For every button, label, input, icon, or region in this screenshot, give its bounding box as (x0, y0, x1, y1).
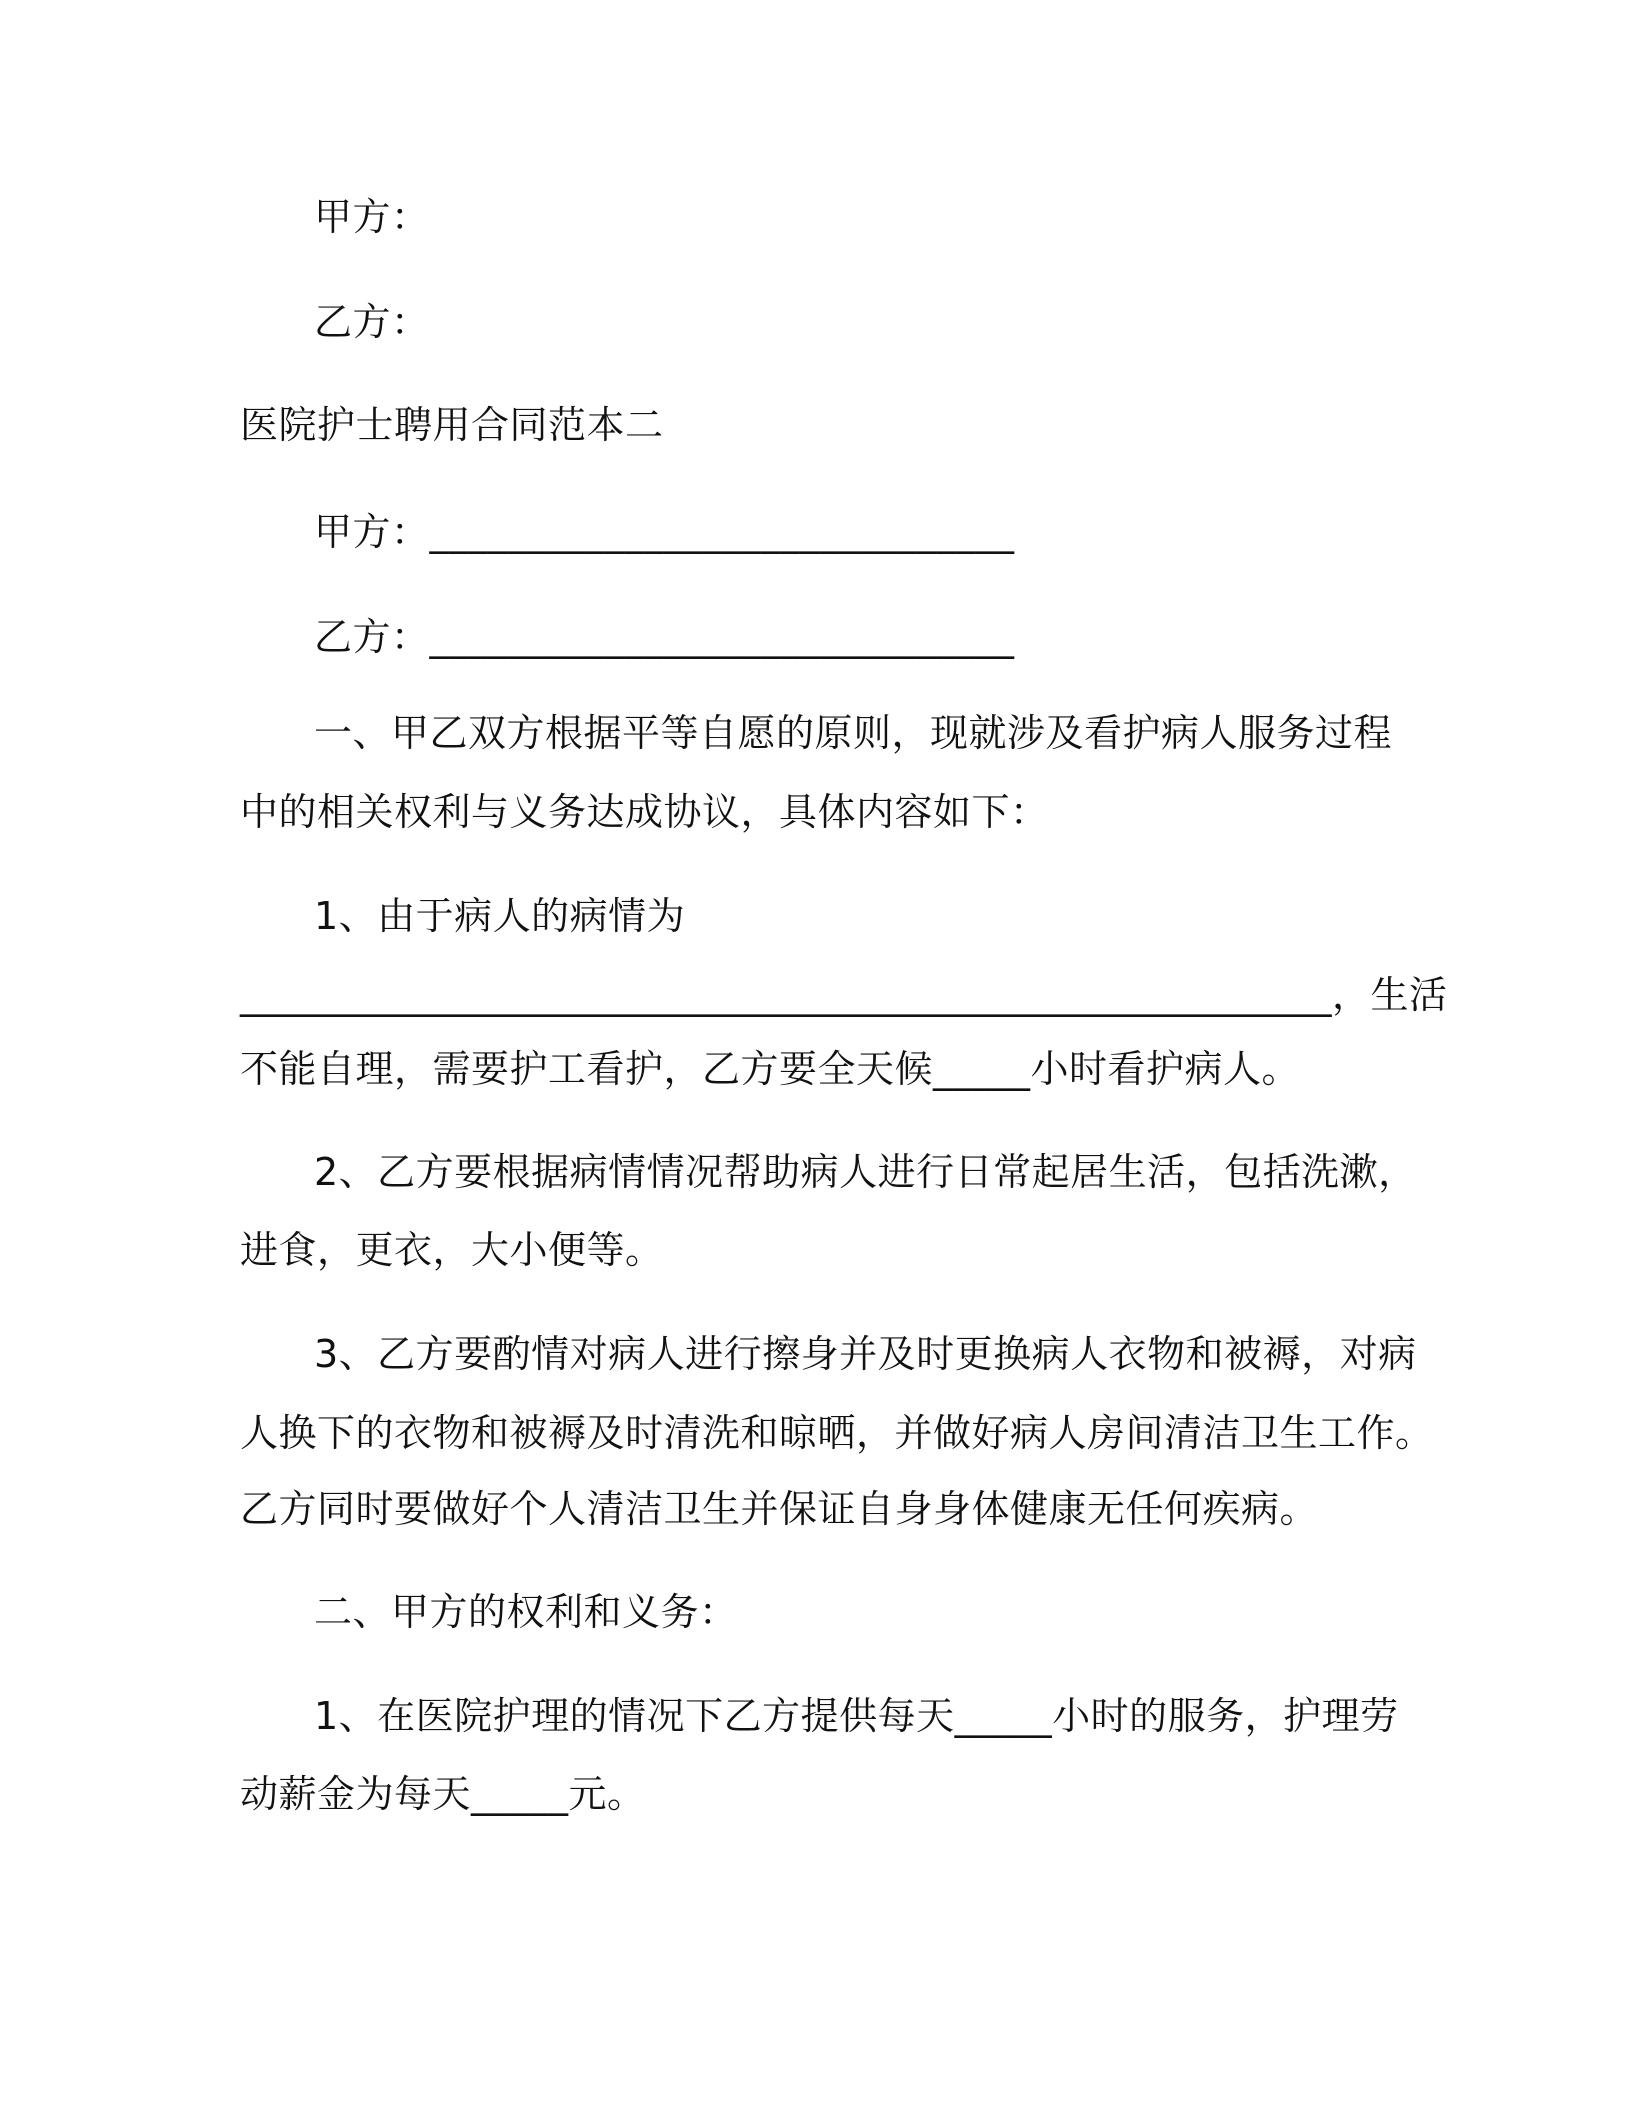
section1-item1-line2: ________________________________________________________，生活 (240, 973, 1448, 1017)
section1-item1-line3: 不能自理，需要护工看护，乙方要全天候_____小时看护病人。 (240, 1047, 1301, 1091)
section1-intro-line1: 一、甲乙双方根据平等自愿的原则，现就涉及看护病人服务过程 (314, 711, 1393, 755)
section2-item1-line2: 动薪金为每天_____元。 (240, 1772, 646, 1816)
section1-item1-line1: 1、由于病人的病情为 (314, 894, 686, 938)
party-b-line: 乙方：______________________________ (314, 615, 1015, 659)
section1-item3-line1: 3、乙方要酌情对病人进行擦身并及时更换病人衣物和被褥，对病 (314, 1332, 1417, 1376)
section1-item3-line3: 乙方同时要做好个人清洁卫生并保证自身身体健康无任何疾病。 (240, 1487, 1319, 1531)
section1-item2-line2: 进食，更衣，大小便等。 (240, 1228, 664, 1272)
section1-item2-line1: 2、乙方要根据病情情况帮助病人进行日常起居生活，包括洗漱， (314, 1150, 1417, 1194)
party-a-top: 甲方： (314, 195, 430, 239)
section1-item3-line2: 人换下的衣物和被褥及时清洗和晾晒，并做好病人房间清洁卫生工作。 (240, 1411, 1434, 1455)
party-b-top: 乙方： (314, 300, 430, 344)
document-title: 医院护士聘用合同范本二 (240, 403, 664, 447)
section2-item1-line1: 1、在医院护理的情况下乙方提供每天_____小时的服务，护理劳 (314, 1694, 1399, 1738)
section1-intro-line2: 中的相关权利与义务达成协议，具体内容如下： (240, 790, 1049, 834)
section2-heading: 二、甲方的权利和义务： (314, 1590, 738, 1634)
party-a-line: 甲方：______________________________ (314, 510, 1015, 554)
